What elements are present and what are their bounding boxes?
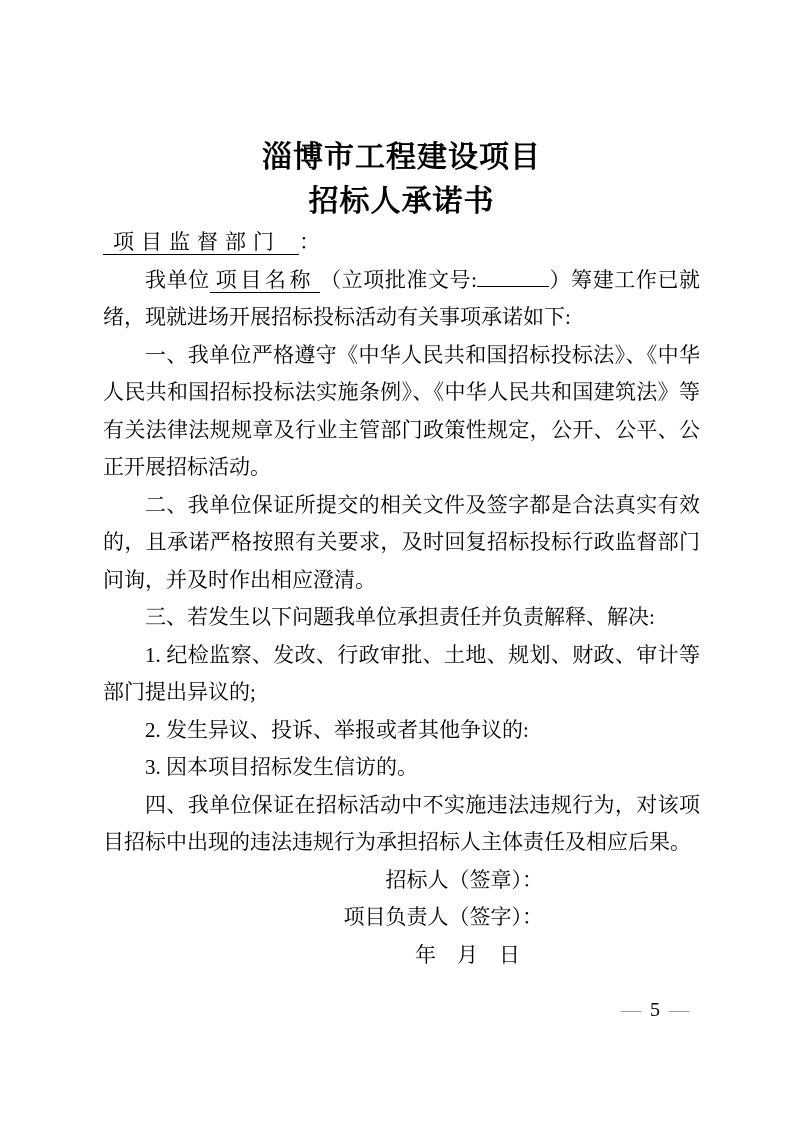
project-name-field: 项目名称 [210, 268, 320, 293]
list-item-1: 1. 纪检监察、发改、行政审批、土地、规划、财政、审计等部门提出异议的; [103, 642, 700, 704]
clause-2-paragraph: 二、我单位保证所提交的相关文件及签字都是合法真实有效的，且承诺严格按照有关要求，及时回复招标投标行政监督部门问询，并及时作出相应澄清。 [103, 492, 700, 592]
intro-mid: （立项批准文号: [320, 267, 477, 292]
intro-prefix: 我单位 [145, 267, 210, 292]
addressee-colon: ： [299, 230, 320, 254]
addressee-department-field: 项目监督部门 [103, 230, 299, 255]
intro-suffix: ）筹建工作已就绪，现就进场开展招标投标活动有关事项承诺如下: [103, 267, 701, 329]
page-number-dash-left: — [621, 999, 641, 1021]
list-item-3: 3. 因本项目招标发生信访的。 [145, 755, 418, 779]
approval-number-blank-field [477, 265, 549, 287]
title-line-1: 淄博市工程建设项目 [262, 141, 541, 174]
title-line-2: 招标人承诺书 [308, 185, 495, 218]
intro-paragraph [103, 262, 700, 337]
page-number [612, 998, 698, 1022]
bidder-signature-line: 招标人（签章）： [385, 867, 543, 892]
project-manager-signature-line: 项目负责人（签字）： [343, 905, 543, 929]
page-number-dash-right: — [669, 999, 689, 1021]
addressee-line [103, 224, 700, 262]
document-title [103, 136, 700, 224]
document-body [103, 262, 700, 862]
clause-1-paragraph: 一、我单位严格遵守《中华人民共和国招标投标法》、《中华人民共和国招标投标法实施条例》、《中华人民共和国建筑法》等有关法律法规规章及行业主管部门政策性规定，公开、公平、公正开展招标活动。 [103, 342, 700, 479]
page-number-value: 5 [650, 999, 660, 1021]
list-item-2: 2. 发生异议、投诉、举报或者其他争议的: [145, 717, 529, 742]
signature-block [103, 862, 543, 975]
clause-3-paragraph: 三、若发生以下问题我单位承担责任并负责解释、解决: [145, 605, 655, 629]
clause-4-paragraph: 四、我单位保证在招标活动中不实施违法违规行为，对该项目招标中出现的违法违规行为承担招标人主体责任及相应后果。 [103, 792, 700, 854]
date-line: 年 月 日 [415, 942, 520, 967]
document-content [103, 136, 700, 974]
